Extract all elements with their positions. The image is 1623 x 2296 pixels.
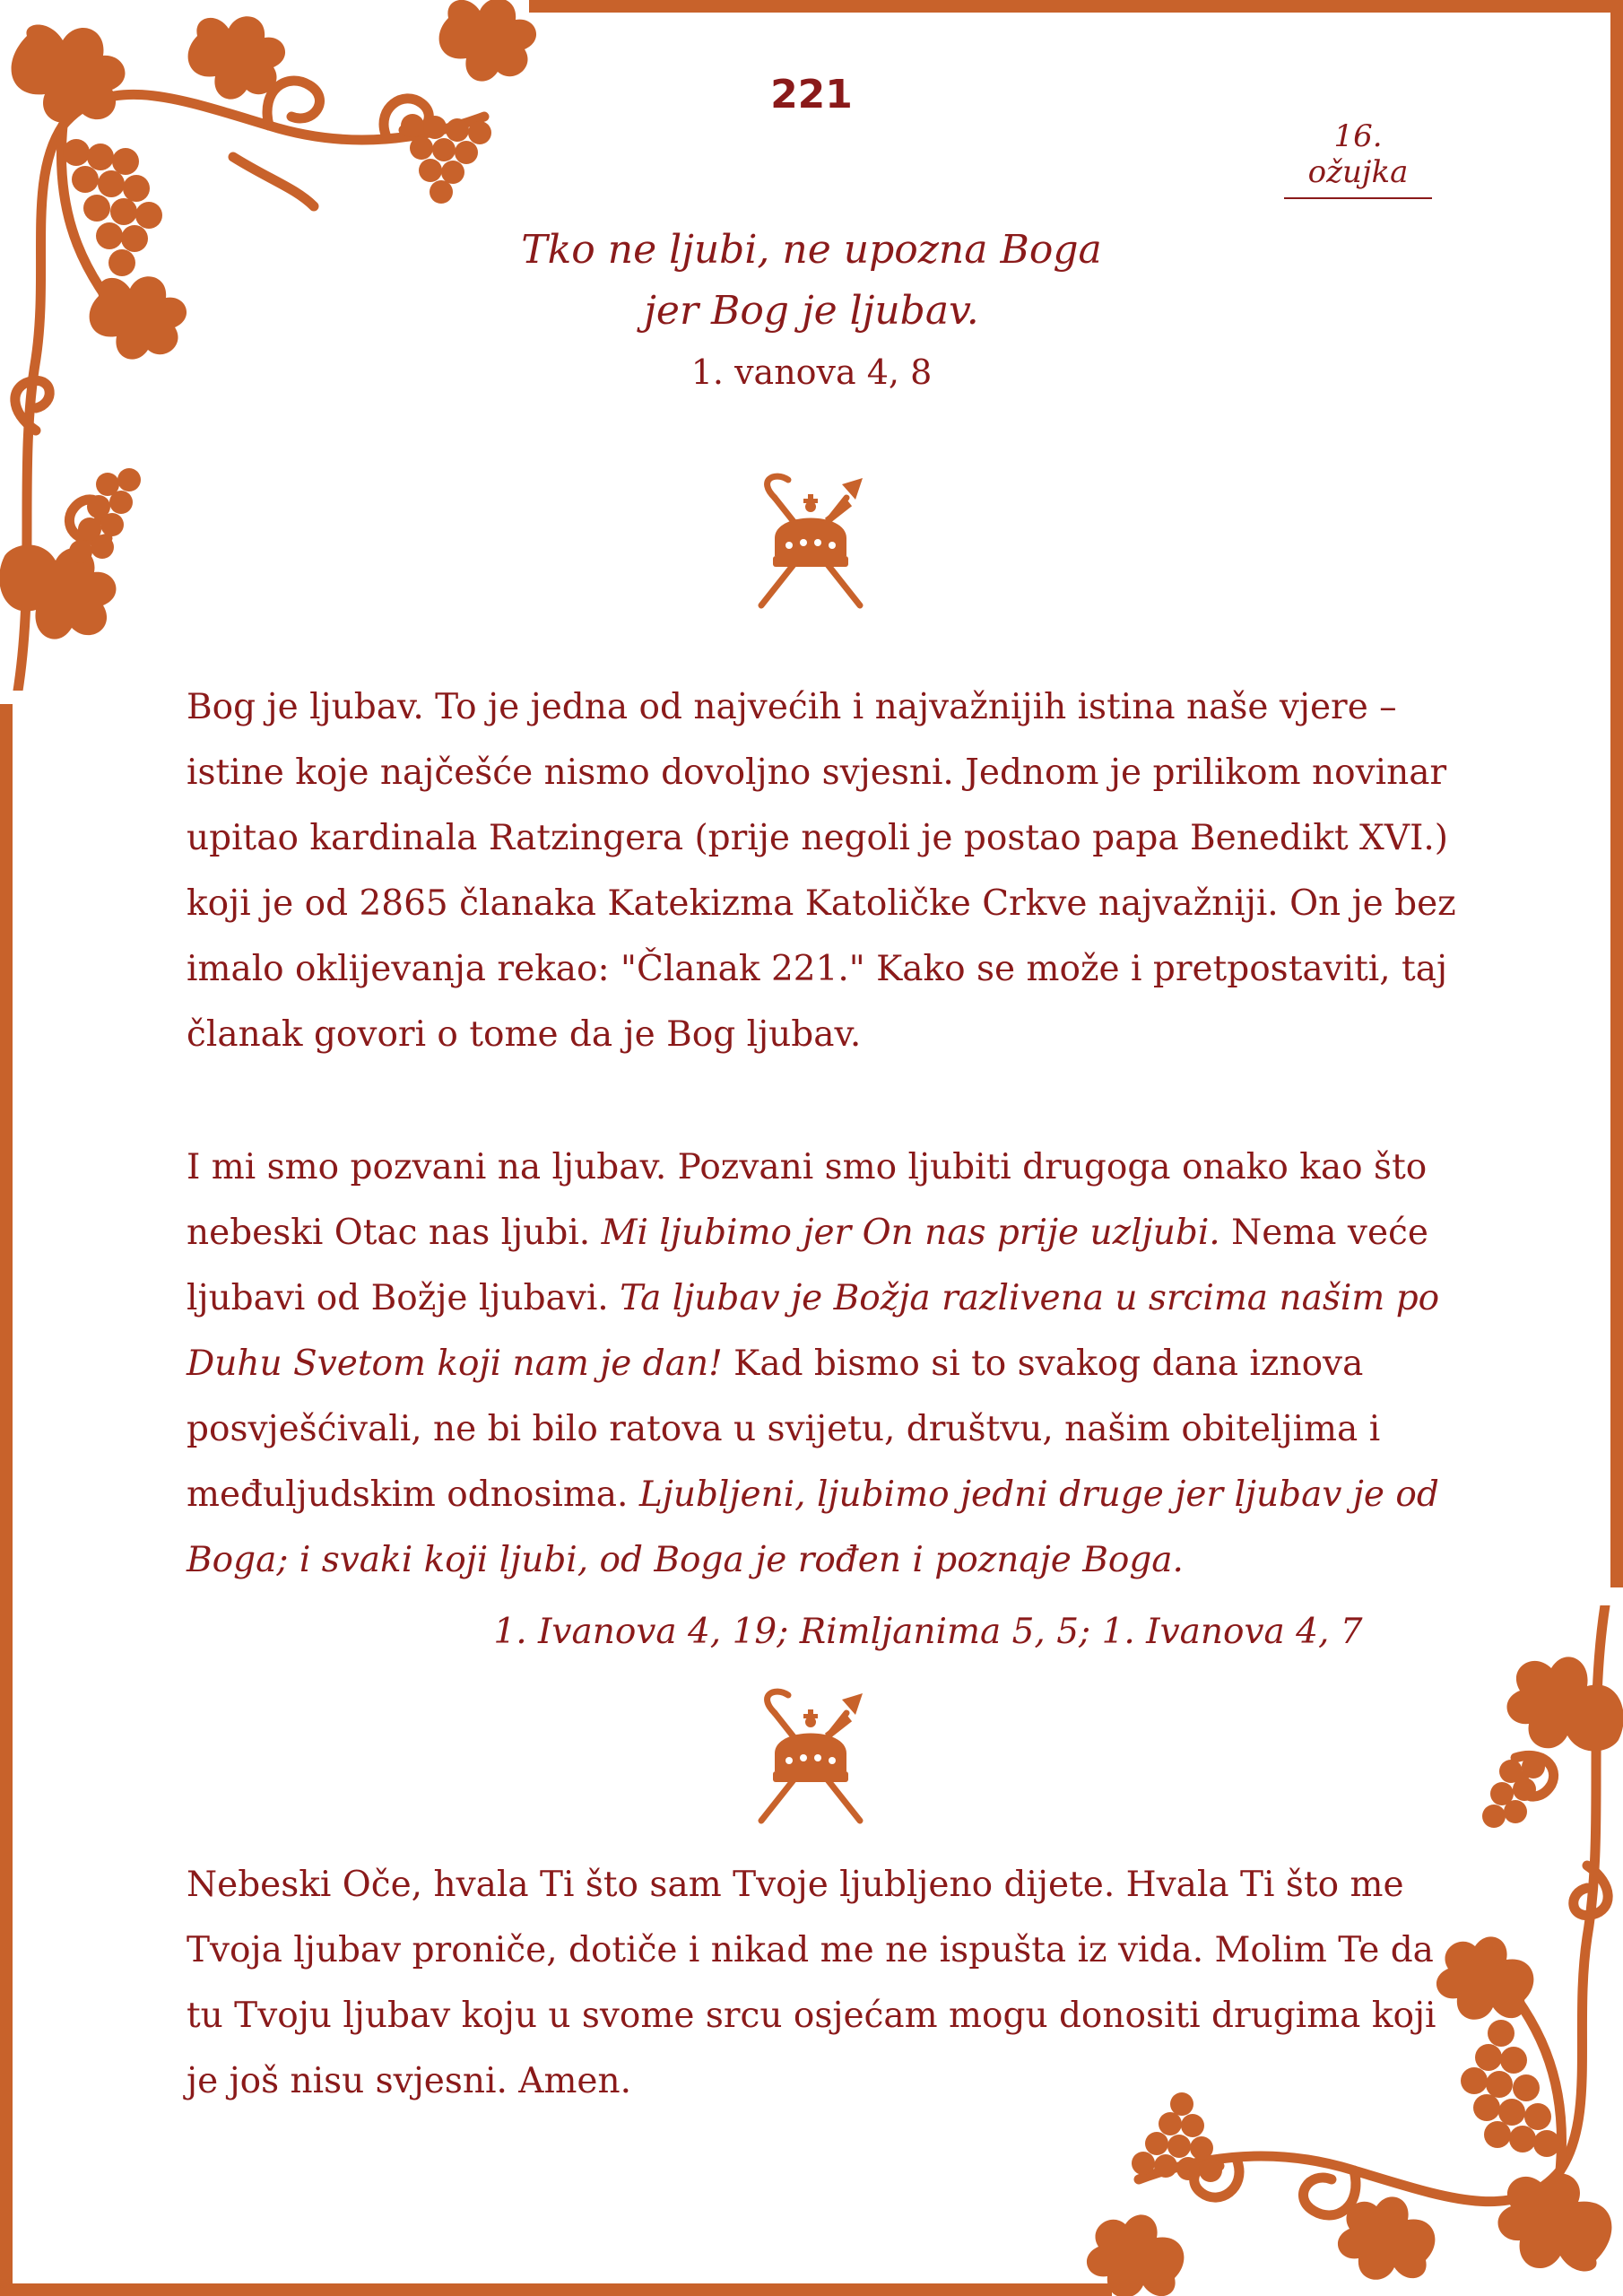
frame-top-line (529, 0, 1623, 13)
date-label: 16. ožujka (1284, 118, 1432, 199)
motto-line-1: Tko ne ljubi, ne upozna Boga (521, 227, 1102, 273)
paragraph-1-text: Bog je ljubav. To je jedna od najvećih i najvažnijih istina naše vjere – istine koje najčešće nismo dovoljno svjesni. Jednom je prilikom novinar upitao kardinala Ratzingera (prije negoli je postao papa Benedikt XVI.) koji je od 2865 članaka Katekizma Katoličke Crkve najvažniji. On je bez imalo oklijevanja rekao: "Članak 221." Kako se može i pretpostaviti, taj članak govori o tome da je Bog ljubav. (187, 687, 1456, 1055)
scripture-references: 1. Ivanova 4, 19; Rimljanima 5, 5; 1. Ivanova 4, 7 (493, 1612, 1363, 1652)
paragraph-2-part-2: Nema veće ljubavi od Božje ljubavi. (187, 1213, 1428, 1318)
prayer (187, 1852, 1460, 2114)
prayer-text: Nebeski Oče, hvala Ti što sam Tvoje ljubljeno dijete. Hvala Ti što me Tvoja ljubav proniče, dotiče i nikad me ne ispušta iz vida. Molim Te da tu Tvoju ljubav koju u svome srcu osjećam mogu donositi drugima koji je još nisu svjesni. Amen. (187, 1865, 1436, 2101)
frame-bottom-line (0, 2283, 1112, 2296)
motto-quote (0, 220, 1623, 403)
paragraph-1 (187, 674, 1460, 1067)
motto-reference: 1. vanova 4, 8 (690, 352, 933, 392)
scripture-quote-2: Ta ljubav je Božja razlivena u srcima našim po Duhu Svetom koji nam je dan! (187, 1278, 1440, 1384)
motto-line-2: jer Bog je ljubav. (644, 288, 979, 334)
frame-left-line (0, 704, 13, 2296)
crown-crozier-sword-emblem-icon (739, 1686, 882, 1830)
paragraph-2 (187, 1135, 1460, 1593)
scripture-quote-1: Mi ljubimo jer On nas prije uzljubi. (601, 1213, 1220, 1253)
paragraph-2-part-1: I mi smo pozvani na ljubav. Pozvani smo ljubiti drugoga onako kao što nebeski Otac nas ljubi. (187, 1147, 1428, 1253)
scripture-quote-3: Ljubljeni, ljubimo jedni druge jer ljubav je od Boga; i svaki koji ljubi, od Boga je rođen i poznaje Boga. (187, 1474, 1439, 1580)
crown-crozier-sword-emblem-icon (739, 471, 882, 614)
page-number: 221 (770, 72, 853, 117)
paragraph-2-text (187, 1135, 1460, 1593)
paragraph-2-part-3: Kad bismo si to svakog dana iznova posvješćivali, ne bi bilo ratova u svijetu, društvu, našim obiteljima i međuljudskim odnosima. (187, 1344, 1381, 1515)
